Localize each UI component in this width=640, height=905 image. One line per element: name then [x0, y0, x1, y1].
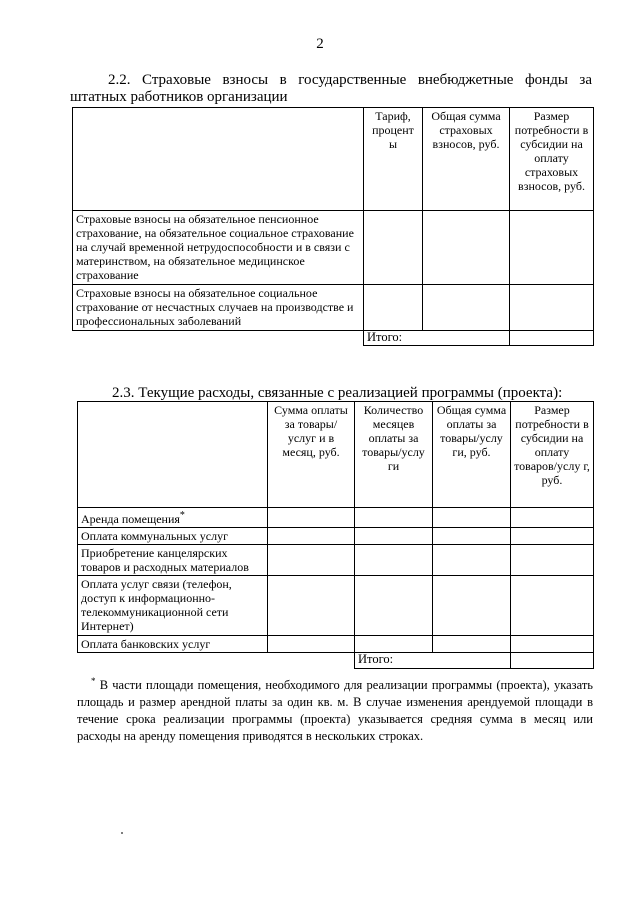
- column-header-tariff: Тариф, процент ы: [364, 108, 423, 211]
- total-cell[interactable]: [510, 331, 594, 346]
- row-label-accident-insurance: Страховые взносы на обязательное социальное страхование от несчастных случаев на производстве и профессиональных заболеваний: [73, 285, 364, 331]
- table-row: [78, 545, 594, 576]
- scan-speck: [121, 832, 123, 834]
- row-label-premises-rent: Аренда помещения*: [78, 508, 268, 528]
- table-header-row: [78, 402, 594, 508]
- input-cell[interactable]: [433, 636, 511, 653]
- column-header-total-sum: Общая сумма оплаты за товары/услу ги, руб.: [433, 402, 511, 508]
- table-row: [78, 528, 594, 545]
- input-cell[interactable]: [511, 576, 594, 636]
- footnote-marker: *: [91, 676, 96, 686]
- input-cell[interactable]: [364, 211, 423, 285]
- input-cell[interactable]: [511, 545, 594, 576]
- row-label-utilities: Оплата коммунальных услуг: [78, 528, 268, 545]
- current-expenses-table: [77, 401, 594, 669]
- section-2-2-heading: 2.2. Страховые взносы в государственные внебюджетные фонды за штатных работников организации: [70, 72, 592, 105]
- input-cell[interactable]: [268, 528, 355, 545]
- table-header-row: [73, 108, 594, 211]
- input-cell[interactable]: [511, 528, 594, 545]
- column-header-subsidy-need: Размер потребности в субсидии на оплату страховых взносов, руб.: [510, 108, 594, 211]
- page-number: 2: [316, 36, 324, 52]
- input-cell[interactable]: [355, 545, 433, 576]
- input-cell[interactable]: [423, 211, 510, 285]
- footnote: [77, 673, 593, 745]
- input-cell[interactable]: [268, 508, 355, 528]
- footnote-marker: *: [179, 510, 185, 521]
- total-label: Итого:: [364, 331, 510, 346]
- table-row: [73, 285, 594, 331]
- insurance-contributions-table: [72, 107, 594, 346]
- input-cell[interactable]: [355, 576, 433, 636]
- input-cell[interactable]: [364, 285, 423, 331]
- footnote-text: В части площади помещения, необходимого для реализации программы (проекта), указать площадь и размер арендной платы за один кв. м. В случае изменения арендуемой площади в течение срока реализации программы (проекта) указывается средняя сумма в месяц или расходы на аренду помещения приводятся в нескольких строках.: [77, 678, 594, 744]
- column-header-name: [73, 108, 364, 211]
- column-header-total-sum: Общая сумма страховых взносов, руб.: [423, 108, 510, 211]
- input-cell[interactable]: [268, 576, 355, 636]
- row-label-pension-medical: Страховые взносы на обязательное пенсионное страхование, на обязательное социальное страхование на случай временной нетрудоспособности и в связи с материнством, на обязательное медицинское страхование: [73, 211, 364, 285]
- input-cell[interactable]: [268, 545, 355, 576]
- input-cell[interactable]: [423, 285, 510, 331]
- input-cell[interactable]: [355, 636, 433, 653]
- table-row: [78, 636, 594, 653]
- section-2-3-heading: 2.3. Текущие расходы, связанные с реализацией программы (проекта):: [112, 385, 563, 401]
- column-header-months-count: Количество месяцев оплаты за товары/услу ги: [355, 402, 433, 508]
- table-row: [78, 508, 594, 528]
- input-cell[interactable]: [511, 508, 594, 528]
- input-cell[interactable]: [268, 636, 355, 653]
- column-header-subsidy-need: Размер потребности в субсидии на оплату товаров/услу г, руб.: [511, 402, 594, 508]
- table-row: [73, 211, 594, 285]
- total-row: [73, 331, 594, 346]
- column-header-name: [78, 402, 268, 508]
- table-row: [78, 576, 594, 636]
- total-cell[interactable]: [511, 653, 594, 669]
- total-label: Итого:: [355, 653, 511, 669]
- input-cell[interactable]: [510, 285, 594, 331]
- input-cell[interactable]: [433, 545, 511, 576]
- input-cell[interactable]: [433, 576, 511, 636]
- total-row: [78, 653, 594, 669]
- input-cell[interactable]: [433, 528, 511, 545]
- column-header-monthly-sum: Сумма оплаты за товары/услуг и в месяц, руб.: [268, 402, 355, 508]
- row-label-bank-services: Оплата банковских услуг: [78, 636, 268, 653]
- input-cell[interactable]: [355, 508, 433, 528]
- row-label-stationery: Приобретение канцелярских товаров и расходных материалов: [78, 545, 268, 576]
- input-cell[interactable]: [433, 508, 511, 528]
- input-cell[interactable]: [355, 528, 433, 545]
- input-cell[interactable]: [510, 211, 594, 285]
- row-label-communication: Оплата услуг связи (телефон, доступ к информационно-телекоммуникационной сети Интернет): [78, 576, 268, 636]
- input-cell[interactable]: [511, 636, 594, 653]
